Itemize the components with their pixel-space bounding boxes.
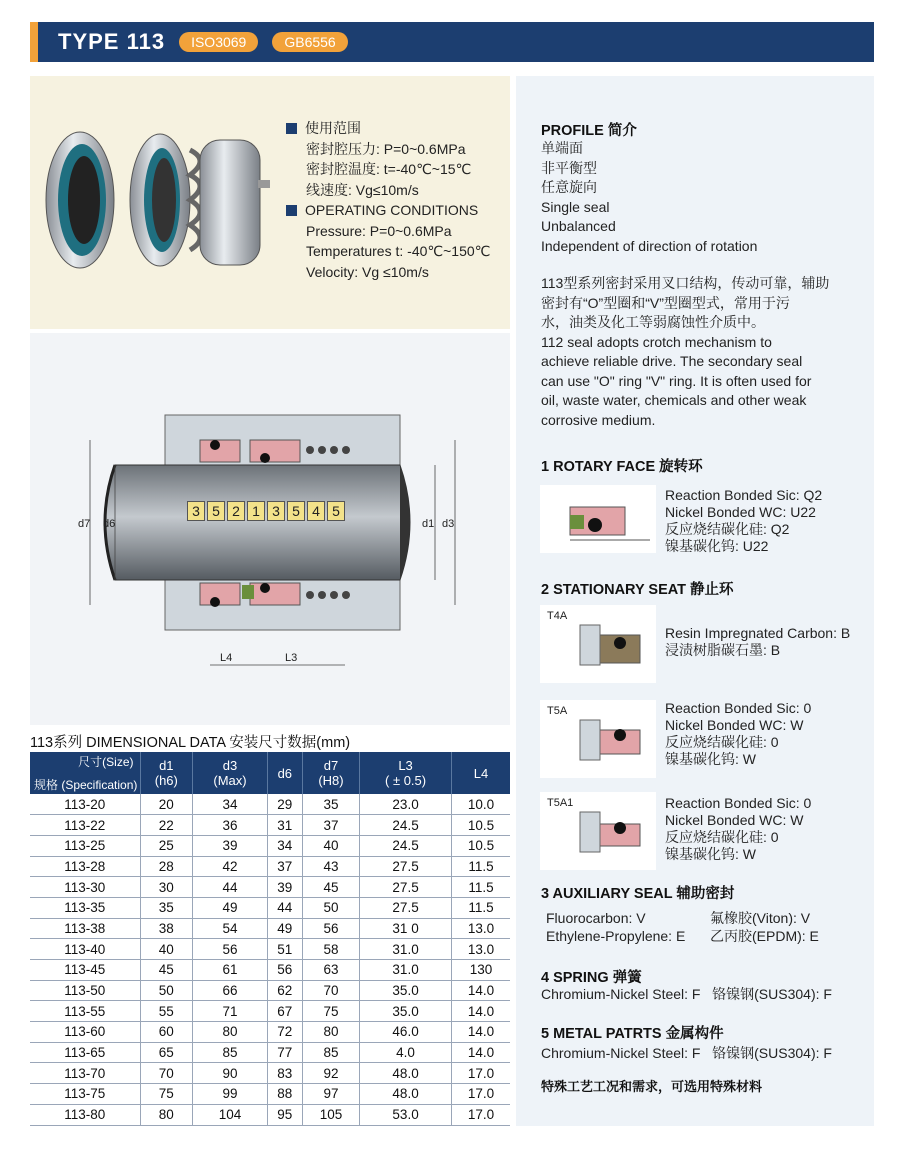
value-cell: 27.5 bbox=[360, 856, 452, 877]
value-cell: 49 bbox=[193, 897, 268, 918]
value-cell: 39 bbox=[267, 877, 302, 898]
value-cell: 56 bbox=[193, 939, 268, 960]
value-cell: 14.0 bbox=[452, 1022, 511, 1043]
rotary-face-diagram bbox=[540, 485, 656, 553]
material-line: Nickel Bonded WC: W bbox=[665, 717, 804, 733]
value-cell: 50 bbox=[302, 897, 359, 918]
value-cell: 14.0 bbox=[452, 1042, 511, 1063]
auxiliary-seal-materials bbox=[546, 909, 819, 945]
col-header: L4 bbox=[452, 752, 511, 794]
spec-cell: 113-45 bbox=[30, 960, 140, 981]
size-label: 尺寸(Size) bbox=[78, 755, 134, 769]
desc-en-line: can use "O" ring "V" ring. It is often used for bbox=[541, 372, 812, 389]
value-cell: 60 bbox=[140, 1022, 193, 1043]
value-cell: 43 bbox=[302, 856, 359, 877]
value-cell: 37 bbox=[267, 856, 302, 877]
table-row bbox=[30, 794, 510, 815]
value-cell: 90 bbox=[193, 1063, 268, 1084]
material-line: Nickel Bonded WC: W bbox=[665, 812, 804, 828]
part-number: 3 bbox=[187, 501, 205, 521]
part-number: 1 bbox=[247, 501, 265, 521]
material-line: Fluorocarbon: V bbox=[546, 910, 646, 926]
value-cell: 61 bbox=[193, 960, 268, 981]
cond-en-line: Temperatures t: -40℃~150℃ bbox=[306, 243, 491, 259]
material-line: Reaction Bonded Sic: Q2 bbox=[665, 487, 823, 503]
value-cell: 45 bbox=[302, 877, 359, 898]
value-cell: 72 bbox=[267, 1022, 302, 1043]
spec-label: 规格 (Specification) bbox=[34, 778, 138, 792]
desc-cn-line: 密封有“O”型圈和“V”型圈型式，常用于污 bbox=[541, 294, 790, 311]
value-cell: 130 bbox=[452, 960, 511, 981]
material-line: Resin Impregnated Carbon: B bbox=[665, 625, 851, 641]
value-cell: 13.0 bbox=[452, 918, 511, 939]
profile-title: PROFILE 简介 bbox=[541, 123, 637, 139]
table-header-row bbox=[30, 752, 510, 794]
profile-line: 任意旋向 bbox=[541, 179, 597, 195]
operating-conditions bbox=[286, 118, 490, 282]
value-cell: 54 bbox=[193, 918, 268, 939]
col-header: d7 (H8) bbox=[302, 752, 359, 794]
cond-cn-line: 密封腔压力: P=0~0.6MPa bbox=[306, 140, 466, 157]
value-cell: 10.5 bbox=[452, 815, 511, 836]
cond-en-line: Velocity: Vg ≤10m/s bbox=[306, 263, 429, 280]
spec-cell: 113-60 bbox=[30, 1022, 140, 1043]
dim-label-d1: d1 bbox=[422, 518, 435, 530]
value-cell: 40 bbox=[140, 939, 193, 960]
value-cell: 55 bbox=[140, 1001, 193, 1022]
table-row bbox=[30, 856, 510, 877]
spec-cell: 113-22 bbox=[30, 815, 140, 836]
spring-material: Chromium-Nickel Steel: F 铬镍钢(SUS304): F bbox=[541, 986, 832, 1002]
profile-line: Unbalanced bbox=[541, 218, 616, 234]
t5a1-label: T5A1 bbox=[547, 797, 574, 809]
t5a-materials bbox=[665, 700, 811, 768]
metal-parts-material: Chromium-Nickel Steel: F 铬镍钢(SUS304): F bbox=[541, 1045, 832, 1061]
value-cell: 24.5 bbox=[360, 815, 452, 836]
value-cell: 29 bbox=[267, 794, 302, 815]
profile-line: Independent of direction of rotation bbox=[541, 237, 758, 254]
value-cell: 80 bbox=[140, 1104, 193, 1125]
value-cell: 66 bbox=[193, 980, 268, 1001]
dimensional-data-table bbox=[30, 752, 510, 1126]
profile-lines bbox=[541, 139, 757, 256]
value-cell: 56 bbox=[267, 960, 302, 981]
value-cell: 53.0 bbox=[360, 1104, 452, 1125]
dim-label-d6: d6 bbox=[103, 518, 116, 530]
value-cell: 67 bbox=[267, 1001, 302, 1022]
value-cell: 25 bbox=[140, 835, 193, 856]
value-cell: 11.5 bbox=[452, 856, 511, 877]
value-cell: 35 bbox=[302, 794, 359, 815]
table-row bbox=[30, 1084, 510, 1105]
t5a1-materials bbox=[665, 795, 811, 863]
spec-cell: 113-28 bbox=[30, 856, 140, 877]
desc-en-line: corrosive medium. bbox=[541, 411, 656, 428]
material-line: Nickel Bonded WC: U22 bbox=[665, 504, 816, 520]
value-cell: 105 bbox=[302, 1104, 359, 1125]
profile-line: 单端面 bbox=[541, 140, 583, 156]
spec-cell: 113-80 bbox=[30, 1104, 140, 1125]
desc-en-line: 112 seal adopts crotch mechanism to bbox=[541, 333, 772, 350]
value-cell: 34 bbox=[267, 835, 302, 856]
spec-cell: 113-38 bbox=[30, 918, 140, 939]
part-number: 5 bbox=[207, 501, 225, 521]
value-cell: 38 bbox=[140, 918, 193, 939]
table-row bbox=[30, 1063, 510, 1084]
value-cell: 71 bbox=[193, 1001, 268, 1022]
profile-line: 非平衡型 bbox=[541, 159, 597, 176]
dim-label-d3: d3 bbox=[442, 518, 455, 530]
value-cell: 36 bbox=[193, 815, 268, 836]
rotary-face-title: 1 ROTARY FACE 旋转环 bbox=[541, 459, 703, 475]
value-cell: 77 bbox=[267, 1042, 302, 1063]
value-cell: 85 bbox=[193, 1042, 268, 1063]
table-row bbox=[30, 939, 510, 960]
cond-cn-title: 使用范围 bbox=[305, 120, 361, 136]
cond-cn-line: 线速度: Vg≤10m/s bbox=[306, 181, 419, 198]
value-cell: 56 bbox=[302, 918, 359, 939]
standard-badge-gb: GB6556 bbox=[272, 32, 347, 52]
bullet-square-icon bbox=[286, 123, 297, 134]
dim-label-l3: L3 bbox=[285, 652, 298, 664]
part-number: 4 bbox=[307, 501, 325, 521]
cond-en-line: Pressure: P=0~0.6MPa bbox=[306, 222, 452, 239]
desc-cn-line: 113型系列密封采用叉口结构，传动可靠，辅助 bbox=[541, 275, 830, 291]
value-cell: 75 bbox=[140, 1084, 193, 1105]
stationary-seat-title: 2 STATIONARY SEAT 静止环 bbox=[541, 582, 734, 598]
spec-cell: 113-25 bbox=[30, 835, 140, 856]
part-number: 3 bbox=[267, 501, 285, 521]
value-cell: 44 bbox=[193, 877, 268, 898]
material-line: 镍基碳化钨: U22 bbox=[665, 538, 769, 554]
bullet-square-icon bbox=[286, 205, 297, 216]
value-cell: 70 bbox=[140, 1063, 193, 1084]
table-row bbox=[30, 897, 510, 918]
part-number-strip bbox=[187, 501, 345, 521]
value-cell: 20 bbox=[140, 794, 193, 815]
material-line: Reaction Bonded Sic: 0 bbox=[665, 700, 812, 716]
value-cell: 80 bbox=[193, 1022, 268, 1043]
material-line: 浸渍树脂碳石墨: B bbox=[665, 642, 781, 658]
value-cell: 27.5 bbox=[360, 877, 452, 898]
value-cell: 17.0 bbox=[452, 1063, 511, 1084]
cond-en-title: OPERATING CONDITIONS bbox=[305, 202, 479, 218]
table-row bbox=[30, 980, 510, 1001]
table-row bbox=[30, 835, 510, 856]
value-cell: 50 bbox=[140, 980, 193, 1001]
value-cell: 22 bbox=[140, 815, 193, 836]
profile-line: Single seal bbox=[541, 198, 610, 215]
value-cell: 99 bbox=[193, 1084, 268, 1105]
value-cell: 40 bbox=[302, 835, 359, 856]
value-cell: 70 bbox=[302, 980, 359, 1001]
material-line: 反应烧结碳化硅: 0 bbox=[665, 734, 779, 750]
value-cell: 63 bbox=[302, 960, 359, 981]
value-cell: 17.0 bbox=[452, 1084, 511, 1105]
spec-cell: 113-55 bbox=[30, 1001, 140, 1022]
value-cell: 62 bbox=[267, 980, 302, 1001]
seal-product-photo bbox=[40, 120, 280, 280]
desc-en-line: oil, waste water, chemicals and other weak bbox=[541, 392, 807, 408]
value-cell: 11.5 bbox=[452, 877, 511, 898]
value-cell: 92 bbox=[302, 1063, 359, 1084]
value-cell: 58 bbox=[302, 939, 359, 960]
table-row bbox=[30, 918, 510, 939]
value-cell: 51 bbox=[267, 939, 302, 960]
value-cell: 30 bbox=[140, 877, 193, 898]
standard-badge-iso: ISO3069 bbox=[179, 32, 258, 52]
value-cell: 45 bbox=[140, 960, 193, 981]
value-cell: 23.0 bbox=[360, 794, 452, 815]
part-number: 2 bbox=[227, 501, 245, 521]
value-cell: 14.0 bbox=[452, 980, 511, 1001]
special-note: 特殊工艺工况和需求，可选用特殊材料 bbox=[541, 1079, 763, 1094]
value-cell: 104 bbox=[193, 1104, 268, 1125]
rotary-face-materials bbox=[665, 487, 822, 555]
part-number: 5 bbox=[327, 501, 345, 521]
value-cell: 31.0 bbox=[360, 939, 452, 960]
desc-en-line: achieve reliable drive. The secondary seal bbox=[541, 353, 803, 369]
spec-cell: 113-30 bbox=[30, 877, 140, 898]
material-line: 反应烧结碳化硅: 0 bbox=[665, 829, 779, 845]
value-cell: 35 bbox=[140, 897, 193, 918]
col-header: d3 (Max) bbox=[193, 752, 268, 794]
desc-cn-line: 水，油类及化工等弱腐蚀性介质中。 bbox=[541, 314, 765, 330]
table-row bbox=[30, 1104, 510, 1125]
material-line: 反应烧结碳化硅: Q2 bbox=[665, 521, 790, 537]
material-line: 氟橡胶(Viton): V bbox=[710, 910, 811, 926]
material-line: Reaction Bonded Sic: 0 bbox=[665, 795, 812, 811]
spec-cell: 113-20 bbox=[30, 794, 140, 815]
table-row bbox=[30, 877, 510, 898]
value-cell: 31.0 bbox=[360, 960, 452, 981]
value-cell: 75 bbox=[302, 1001, 359, 1022]
banner-accent bbox=[30, 22, 38, 62]
metal-parts-title: 5 METAL PATRTS 金属构件 bbox=[541, 1026, 724, 1042]
value-cell: 31 0 bbox=[360, 918, 452, 939]
value-cell: 24.5 bbox=[360, 835, 452, 856]
profile-description bbox=[541, 274, 829, 430]
value-cell: 11.5 bbox=[452, 897, 511, 918]
value-cell: 42 bbox=[193, 856, 268, 877]
value-cell: 35.0 bbox=[360, 1001, 452, 1022]
material-line: 镍基碳化钨: W bbox=[665, 846, 756, 862]
value-cell: 48.0 bbox=[360, 1063, 452, 1084]
table-row bbox=[30, 1022, 510, 1043]
part-number: 5 bbox=[287, 501, 305, 521]
value-cell: 65 bbox=[140, 1042, 193, 1063]
spec-cell: 113-50 bbox=[30, 980, 140, 1001]
col-header: d6 bbox=[267, 752, 302, 794]
table-row bbox=[30, 960, 510, 981]
t5a-label: T5A bbox=[547, 705, 568, 717]
spec-cell: 113-70 bbox=[30, 1063, 140, 1084]
value-cell: 31 bbox=[267, 815, 302, 836]
value-cell: 88 bbox=[267, 1084, 302, 1105]
spring-title: 4 SPRING 弹簧 bbox=[541, 970, 642, 986]
t4a-label: T4A bbox=[547, 610, 568, 622]
value-cell: 95 bbox=[267, 1104, 302, 1125]
value-cell: 97 bbox=[302, 1084, 359, 1105]
table-title: 113系列 DIMENSIONAL DATA 安装尺寸数据(mm) bbox=[30, 735, 351, 751]
auxiliary-seal-title: 3 AUXILIARY SEAL 辅助密封 bbox=[541, 886, 735, 902]
value-cell: 85 bbox=[302, 1042, 359, 1063]
material-line: 乙丙胶(EPDM): E bbox=[710, 928, 819, 944]
table-row bbox=[30, 1042, 510, 1063]
value-cell: 80 bbox=[302, 1022, 359, 1043]
title-banner bbox=[30, 22, 874, 62]
value-cell: 37 bbox=[302, 815, 359, 836]
material-line: 镍基碳化钨: W bbox=[665, 751, 756, 767]
col-header: L3 ( ± 0.5) bbox=[360, 752, 452, 794]
value-cell: 39 bbox=[193, 835, 268, 856]
spec-cell: 113-75 bbox=[30, 1084, 140, 1105]
value-cell: 4.0 bbox=[360, 1042, 452, 1063]
cross-section-drawing bbox=[70, 395, 480, 685]
cond-cn-line: 密封腔温度: t=-40℃~15℃ bbox=[306, 161, 472, 177]
value-cell: 46.0 bbox=[360, 1022, 452, 1043]
dim-label-d7: d7 bbox=[78, 518, 91, 530]
spec-header bbox=[30, 752, 140, 794]
value-cell: 83 bbox=[267, 1063, 302, 1084]
spec-cell: 113-40 bbox=[30, 939, 140, 960]
material-line: Ethylene-Propylene: E bbox=[546, 928, 686, 944]
product-type-title: TYPE 113 bbox=[58, 29, 166, 54]
value-cell: 28 bbox=[140, 856, 193, 877]
value-cell: 49 bbox=[267, 918, 302, 939]
value-cell: 44 bbox=[267, 897, 302, 918]
value-cell: 13.0 bbox=[452, 939, 511, 960]
table-row bbox=[30, 1001, 510, 1022]
value-cell: 10.0 bbox=[452, 794, 511, 815]
table-row bbox=[30, 815, 510, 836]
spec-cell: 113-35 bbox=[30, 897, 140, 918]
value-cell: 48.0 bbox=[360, 1084, 452, 1105]
value-cell: 34 bbox=[193, 794, 268, 815]
dim-label-l4: L4 bbox=[220, 652, 233, 664]
value-cell: 14.0 bbox=[452, 1001, 511, 1022]
t4a-materials bbox=[665, 625, 850, 659]
value-cell: 10.5 bbox=[452, 835, 511, 856]
spec-cell: 113-65 bbox=[30, 1042, 140, 1063]
value-cell: 17.0 bbox=[452, 1104, 511, 1125]
value-cell: 27.5 bbox=[360, 897, 452, 918]
col-header: d1 (h6) bbox=[140, 752, 193, 794]
value-cell: 35.0 bbox=[360, 980, 452, 1001]
